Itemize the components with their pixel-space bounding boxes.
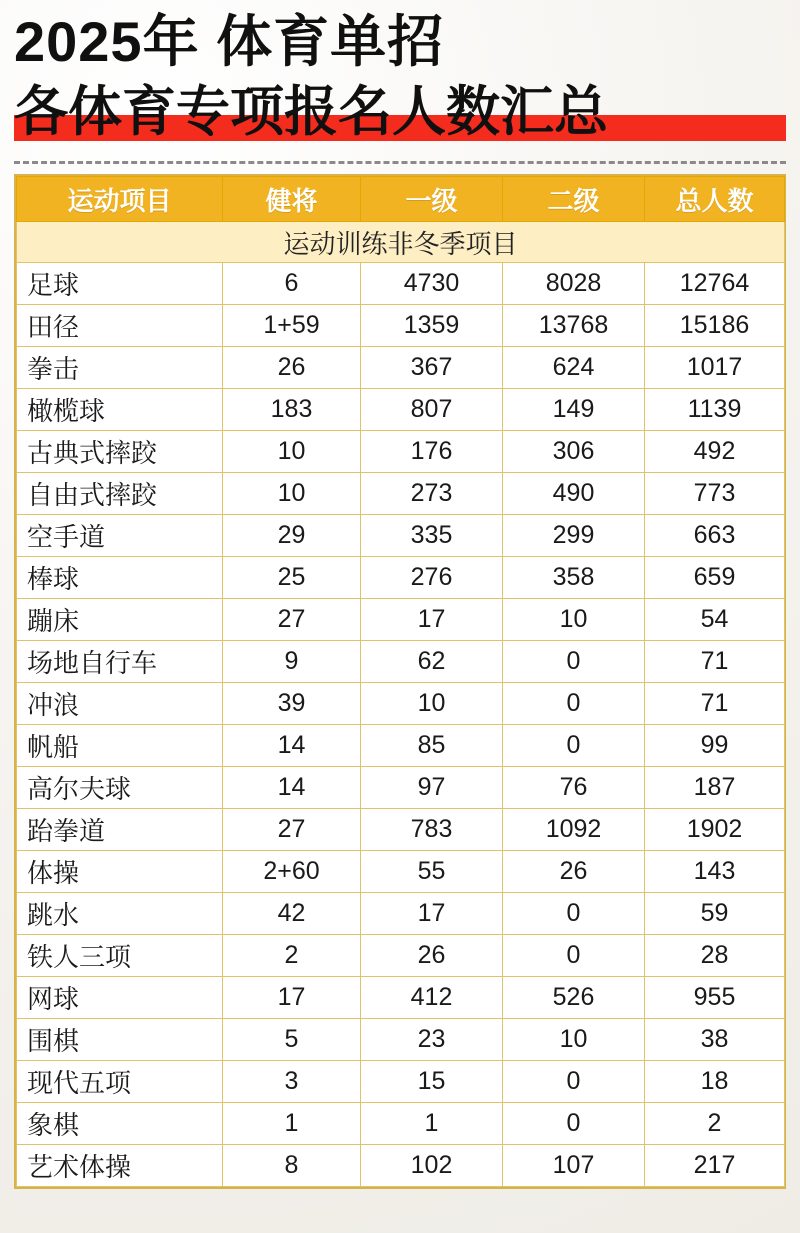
cell-level1: 1359: [361, 305, 503, 347]
table-row: [17, 347, 785, 389]
table-row: [17, 893, 785, 935]
page-title-line1: 2025年 体育单招: [14, 10, 445, 73]
table-row: [17, 557, 785, 599]
table-row: [17, 389, 785, 431]
column-header-sport: 运动项目: [17, 177, 223, 222]
cell-level2: 0: [503, 935, 645, 977]
cell-level1: 783: [361, 809, 503, 851]
table-row: [17, 1019, 785, 1061]
cell-sport: 蹦床: [17, 599, 223, 641]
registration-table: [16, 176, 785, 1187]
table-body: [17, 222, 785, 1187]
cell-jianjiang: 2: [223, 935, 361, 977]
cell-sport: 空手道: [17, 515, 223, 557]
cell-total: 71: [645, 683, 785, 725]
dashed-divider: [14, 161, 786, 164]
cell-level2: 526: [503, 977, 645, 1019]
title-block: [0, 0, 800, 145]
cell-sport: 自由式摔跤: [17, 473, 223, 515]
section-label: 运动训练非冬季项目: [17, 222, 785, 263]
cell-level1: 273: [361, 473, 503, 515]
cell-sport: 拳击: [17, 347, 223, 389]
table-row: [17, 1103, 785, 1145]
cell-total: 38: [645, 1019, 785, 1061]
table-row: [17, 641, 785, 683]
cell-sport: 古典式摔跤: [17, 431, 223, 473]
cell-jianjiang: 27: [223, 809, 361, 851]
cell-level1: 807: [361, 389, 503, 431]
cell-jianjiang: 39: [223, 683, 361, 725]
cell-level2: 0: [503, 725, 645, 767]
cell-level1: 62: [361, 641, 503, 683]
cell-sport: 帆船: [17, 725, 223, 767]
cell-sport: 铁人三项: [17, 935, 223, 977]
cell-total: 15186: [645, 305, 785, 347]
cell-total: 12764: [645, 263, 785, 305]
cell-level1: 17: [361, 599, 503, 641]
cell-total: 2: [645, 1103, 785, 1145]
cell-level2: 358: [503, 557, 645, 599]
cell-sport: 体操: [17, 851, 223, 893]
cell-total: 955: [645, 977, 785, 1019]
table-row: [17, 1145, 785, 1187]
table-row: [17, 767, 785, 809]
cell-jianjiang: 2+60: [223, 851, 361, 893]
cell-sport: 现代五项: [17, 1061, 223, 1103]
cell-total: 187: [645, 767, 785, 809]
cell-total: 99: [645, 725, 785, 767]
cell-total: 1017: [645, 347, 785, 389]
cell-total: 659: [645, 557, 785, 599]
cell-level1: 97: [361, 767, 503, 809]
cell-sport: 棒球: [17, 557, 223, 599]
cell-level1: 4730: [361, 263, 503, 305]
cell-total: 54: [645, 599, 785, 641]
table-row: [17, 515, 785, 557]
cell-level1: 26: [361, 935, 503, 977]
cell-level2: 0: [503, 641, 645, 683]
table-row: [17, 473, 785, 515]
cell-jianjiang: 183: [223, 389, 361, 431]
column-header-total: 总人数: [645, 177, 785, 222]
cell-level1: 55: [361, 851, 503, 893]
cell-level1: 412: [361, 977, 503, 1019]
cell-jianjiang: 27: [223, 599, 361, 641]
cell-total: 773: [645, 473, 785, 515]
cell-level2: 10: [503, 1019, 645, 1061]
table-row: [17, 1061, 785, 1103]
column-header-jianjiang: 健将: [223, 177, 361, 222]
cell-total: 143: [645, 851, 785, 893]
page-title-line2-wrapper: [14, 80, 786, 145]
cell-sport: 橄榄球: [17, 389, 223, 431]
cell-level2: 107: [503, 1145, 645, 1187]
cell-level2: 0: [503, 893, 645, 935]
cell-level2: 8028: [503, 263, 645, 305]
cell-jianjiang: 10: [223, 473, 361, 515]
table-header-row: [17, 177, 785, 222]
cell-level2: 624: [503, 347, 645, 389]
cell-level1: 23: [361, 1019, 503, 1061]
cell-total: 663: [645, 515, 785, 557]
cell-jianjiang: 25: [223, 557, 361, 599]
cell-jianjiang: 26: [223, 347, 361, 389]
cell-total: 1139: [645, 389, 785, 431]
cell-level2: 0: [503, 1061, 645, 1103]
column-header-level2: 二级: [503, 177, 645, 222]
table-row: [17, 725, 785, 767]
table-row: [17, 851, 785, 893]
table-row: [17, 977, 785, 1019]
cell-level2: 299: [503, 515, 645, 557]
cell-sport: 足球: [17, 263, 223, 305]
cell-level1: 367: [361, 347, 503, 389]
cell-jianjiang: 14: [223, 767, 361, 809]
table-row: [17, 305, 785, 347]
cell-jianjiang: 9: [223, 641, 361, 683]
cell-jianjiang: 17: [223, 977, 361, 1019]
cell-total: 28: [645, 935, 785, 977]
cell-total: 59: [645, 893, 785, 935]
cell-level1: 17: [361, 893, 503, 935]
cell-jianjiang: 3: [223, 1061, 361, 1103]
table-row: [17, 935, 785, 977]
cell-level2: 0: [503, 1103, 645, 1145]
cell-level1: 276: [361, 557, 503, 599]
table-row: [17, 263, 785, 305]
cell-level2: 76: [503, 767, 645, 809]
page-title-line2: 各体育专项报名人数汇总: [14, 82, 608, 143]
cell-jianjiang: 5: [223, 1019, 361, 1061]
cell-jianjiang: 42: [223, 893, 361, 935]
cell-sport: 田径: [17, 305, 223, 347]
cell-jianjiang: 6: [223, 263, 361, 305]
cell-sport: 网球: [17, 977, 223, 1019]
cell-level1: 15: [361, 1061, 503, 1103]
cell-sport: 跆拳道: [17, 809, 223, 851]
cell-level2: 149: [503, 389, 645, 431]
cell-jianjiang: 29: [223, 515, 361, 557]
cell-sport: 艺术体操: [17, 1145, 223, 1187]
cell-total: 492: [645, 431, 785, 473]
cell-level2: 10: [503, 599, 645, 641]
table-section-row: [17, 222, 785, 263]
cell-sport: 高尔夫球: [17, 767, 223, 809]
cell-jianjiang: 14: [223, 725, 361, 767]
cell-level1: 1: [361, 1103, 503, 1145]
cell-jianjiang: 10: [223, 431, 361, 473]
cell-level2: 26: [503, 851, 645, 893]
table-head: [17, 177, 785, 222]
table-row: [17, 599, 785, 641]
registration-table-wrapper: [14, 174, 786, 1189]
cell-level1: 335: [361, 515, 503, 557]
cell-level2: 490: [503, 473, 645, 515]
cell-sport: 冲浪: [17, 683, 223, 725]
cell-level2: 0: [503, 683, 645, 725]
cell-level1: 85: [361, 725, 503, 767]
column-header-level1: 一级: [361, 177, 503, 222]
cell-jianjiang: 1+59: [223, 305, 361, 347]
cell-total: 217: [645, 1145, 785, 1187]
cell-level1: 10: [361, 683, 503, 725]
cell-level1: 102: [361, 1145, 503, 1187]
cell-total: 71: [645, 641, 785, 683]
cell-total: 18: [645, 1061, 785, 1103]
table-row: [17, 683, 785, 725]
table-row: [17, 809, 785, 851]
cell-sport: 跳水: [17, 893, 223, 935]
cell-level2: 1092: [503, 809, 645, 851]
cell-sport: 场地自行车: [17, 641, 223, 683]
cell-total: 1902: [645, 809, 785, 851]
cell-sport: 围棋: [17, 1019, 223, 1061]
cell-jianjiang: 1: [223, 1103, 361, 1145]
cell-sport: 象棋: [17, 1103, 223, 1145]
cell-jianjiang: 8: [223, 1145, 361, 1187]
cell-level2: 13768: [503, 305, 645, 347]
cell-level2: 306: [503, 431, 645, 473]
table-row: [17, 431, 785, 473]
cell-level1: 176: [361, 431, 503, 473]
